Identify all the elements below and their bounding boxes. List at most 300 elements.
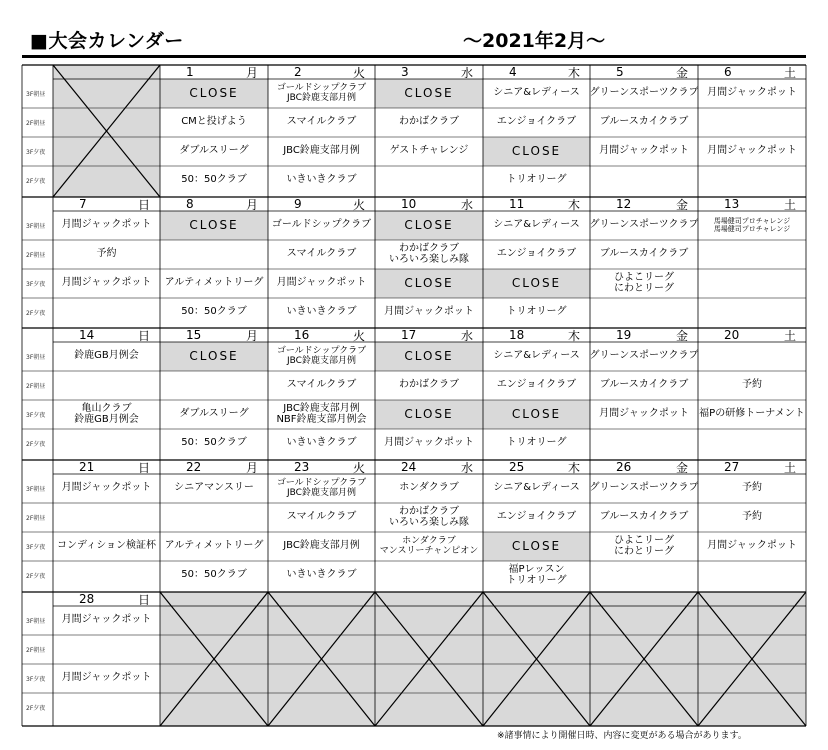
slot-label: 3F夕夜 bbox=[26, 544, 46, 551]
event-cell bbox=[483, 503, 590, 532]
event-text: NBF鈴鹿支部月例会 bbox=[276, 413, 367, 425]
event-cell bbox=[160, 240, 268, 269]
day-header bbox=[268, 197, 375, 211]
event-cell bbox=[483, 371, 590, 400]
day-number: 26 bbox=[616, 460, 632, 474]
slot-label: 3F朝昼 bbox=[26, 354, 46, 361]
event-text: 50：50クラブ bbox=[181, 437, 247, 449]
event-cell bbox=[268, 400, 375, 429]
event-text: 月間ジャックポット bbox=[599, 408, 689, 420]
day-of-week: 月 bbox=[245, 460, 258, 475]
event-cell bbox=[590, 79, 698, 108]
slot-label: 2F朝昼 bbox=[26, 647, 46, 654]
event-text: エンジョイクラブ bbox=[496, 511, 577, 523]
slot-label: 3F朝昼 bbox=[26, 91, 46, 98]
crossed-cell bbox=[53, 65, 160, 197]
day-header bbox=[160, 197, 268, 211]
day-of-week: 土 bbox=[783, 460, 796, 475]
event-cell bbox=[268, 342, 375, 371]
event-text: 50：50クラブ bbox=[181, 569, 247, 581]
event-cell bbox=[698, 298, 806, 327]
event-cell bbox=[160, 400, 268, 429]
event-text: ひよこリーグ bbox=[614, 535, 674, 546]
event-cell bbox=[590, 532, 698, 561]
event-cell bbox=[53, 532, 160, 561]
event-cell bbox=[160, 269, 268, 298]
event-cell bbox=[268, 298, 375, 327]
event-cell bbox=[160, 298, 268, 327]
event-cell bbox=[698, 108, 806, 137]
event-cell bbox=[53, 664, 160, 693]
event-cell bbox=[698, 532, 806, 561]
event-cell bbox=[698, 166, 806, 195]
day-number: 19 bbox=[616, 328, 632, 342]
event-cell bbox=[268, 137, 375, 166]
day-of-week: 土 bbox=[783, 328, 796, 343]
event-cell bbox=[160, 429, 268, 458]
cross-lines bbox=[698, 592, 806, 726]
event-text: 馬場健司プロチャレンジ bbox=[713, 217, 791, 226]
day-header bbox=[698, 328, 806, 342]
day-number: 16 bbox=[294, 328, 310, 342]
event-text: グリーンスポーツクラブ bbox=[590, 87, 698, 99]
event-text: シニアマンスリー bbox=[174, 482, 254, 494]
day-of-week: 木 bbox=[567, 197, 580, 212]
day-number: 15 bbox=[186, 328, 202, 342]
event-text: コンディション検証杯 bbox=[57, 540, 156, 552]
event-text: トリオリーグ bbox=[506, 437, 567, 449]
event-text: 予約 bbox=[742, 379, 762, 391]
event-cell bbox=[698, 79, 806, 108]
event-cell bbox=[375, 79, 483, 108]
event-cell bbox=[483, 298, 590, 327]
day-header bbox=[268, 65, 375, 79]
event-text: ホンダクラブ bbox=[402, 536, 456, 547]
event-cell bbox=[483, 561, 590, 590]
event-text: CLOSE bbox=[511, 407, 562, 422]
event-text: CLOSE bbox=[511, 539, 562, 554]
event-cell bbox=[375, 211, 483, 240]
event-cell bbox=[160, 211, 268, 240]
event-cell bbox=[483, 79, 590, 108]
event-cell bbox=[375, 429, 483, 458]
event-text: ブルースカイクラブ bbox=[599, 511, 689, 523]
event-text: ゴールドシップクラブ bbox=[276, 83, 367, 94]
event-cell bbox=[483, 429, 590, 458]
day-of-week: 月 bbox=[245, 328, 258, 343]
event-text: 福Pレッスン bbox=[508, 564, 565, 575]
event-text: CLOSE bbox=[404, 349, 454, 364]
event-cell bbox=[268, 474, 375, 503]
event-cell bbox=[375, 298, 483, 327]
event-cell bbox=[53, 561, 160, 590]
day-number: 2 bbox=[294, 65, 302, 79]
event-cell bbox=[160, 561, 268, 590]
day-number: 3 bbox=[401, 65, 409, 79]
event-cell bbox=[590, 211, 698, 240]
day-header bbox=[375, 65, 483, 79]
day-of-week: 水 bbox=[460, 65, 473, 80]
slot-label: 3F夕夜 bbox=[26, 281, 46, 288]
crossed-cell bbox=[483, 592, 590, 726]
day-header bbox=[590, 65, 698, 79]
day-number: 28 bbox=[79, 592, 95, 606]
event-cell bbox=[268, 240, 375, 269]
slot-label: 2F夕夜 bbox=[26, 310, 46, 317]
event-cell bbox=[698, 561, 806, 590]
day-number: 10 bbox=[401, 197, 417, 211]
cross-lines bbox=[160, 592, 268, 726]
day-of-week: 火 bbox=[352, 65, 365, 80]
event-text: ゴールドシップクラブ bbox=[276, 478, 367, 489]
day-header bbox=[375, 328, 483, 342]
event-cell bbox=[268, 211, 375, 240]
event-cell bbox=[483, 240, 590, 269]
event-cell bbox=[268, 269, 375, 298]
event-cell bbox=[698, 503, 806, 532]
event-cell bbox=[375, 240, 483, 269]
day-header bbox=[160, 328, 268, 342]
day-header bbox=[375, 460, 483, 474]
event-cell bbox=[375, 400, 483, 429]
event-text: ひよこリーグ bbox=[614, 272, 674, 283]
event-cell bbox=[375, 474, 483, 503]
event-cell bbox=[268, 429, 375, 458]
day-header bbox=[698, 197, 806, 211]
event-cell bbox=[160, 137, 268, 166]
day-number: 11 bbox=[509, 197, 525, 211]
crossed-cell bbox=[160, 592, 268, 726]
event-cell bbox=[160, 166, 268, 195]
event-text: グリーンスポーツクラブ bbox=[590, 350, 698, 362]
event-text: 月間ジャックポット bbox=[707, 540, 797, 552]
event-text: 月間ジャックポット bbox=[276, 277, 367, 289]
day-of-week: 木 bbox=[567, 460, 580, 475]
event-text: スマイルクラブ bbox=[286, 379, 357, 391]
event-text: CMと投げよう bbox=[181, 116, 247, 128]
day-of-week: 金 bbox=[675, 328, 688, 343]
event-cell bbox=[53, 503, 160, 532]
event-text: シニア&レディース bbox=[493, 87, 580, 99]
event-cell bbox=[590, 298, 698, 327]
event-cell bbox=[53, 371, 160, 400]
event-text: グリーンスポーツクラブ bbox=[590, 219, 698, 231]
event-text: JBC鈴鹿支部月例 bbox=[283, 403, 360, 414]
day-number: 7 bbox=[79, 197, 87, 211]
event-text: アルティメットリーグ bbox=[164, 540, 264, 552]
event-cell bbox=[590, 503, 698, 532]
event-text: トリオリーグ bbox=[506, 574, 567, 586]
event-cell bbox=[698, 211, 806, 240]
event-text: 月間ジャックポット bbox=[384, 437, 474, 449]
day-header bbox=[590, 197, 698, 211]
day-header bbox=[53, 328, 160, 342]
event-cell bbox=[483, 137, 590, 166]
event-text: 福Pの研修トーナメント bbox=[699, 408, 805, 420]
event-text: ダブルスリーグ bbox=[179, 145, 249, 157]
slot-label: 2F夕夜 bbox=[26, 178, 46, 185]
event-text: エンジョイクラブ bbox=[496, 116, 577, 128]
day-number: 9 bbox=[294, 197, 302, 211]
day-of-week: 金 bbox=[675, 65, 688, 80]
event-cell bbox=[698, 342, 806, 371]
event-text: わかばクラブ bbox=[399, 243, 459, 254]
event-cell bbox=[53, 429, 160, 458]
day-of-week: 金 bbox=[675, 460, 688, 475]
cross-lines bbox=[53, 65, 160, 197]
event-text: エンジョイクラブ bbox=[496, 248, 577, 260]
event-cell bbox=[53, 269, 160, 298]
day-header bbox=[160, 460, 268, 474]
slot-label: 3F朝昼 bbox=[26, 618, 46, 625]
event-text: トリオリーグ bbox=[506, 174, 567, 186]
day-of-week: 金 bbox=[675, 197, 688, 212]
footnote: ※諸事情により開催日時、内容に変更がある場合があります。 bbox=[497, 731, 747, 741]
event-text: にわとリーグ bbox=[614, 282, 674, 294]
event-text: 馬場健司プロチャレンジ bbox=[713, 224, 791, 233]
event-text: JBC鈴鹿支部月例 bbox=[283, 145, 360, 157]
event-cell bbox=[53, 400, 160, 429]
day-of-week: 日 bbox=[137, 328, 150, 343]
event-cell bbox=[590, 429, 698, 458]
event-text: 月間ジャックポット bbox=[707, 145, 797, 157]
event-cell bbox=[590, 240, 698, 269]
event-cell bbox=[268, 166, 375, 195]
event-text: JBC鈴鹿支部月例 bbox=[283, 540, 360, 552]
day-header bbox=[590, 328, 698, 342]
event-text: 亀山クラブ bbox=[81, 403, 132, 414]
event-text: グリーンスポーツクラブ bbox=[590, 482, 698, 494]
slot-label: 3F朝昼 bbox=[26, 486, 46, 493]
event-cell bbox=[698, 269, 806, 298]
event-cell bbox=[268, 371, 375, 400]
event-text: ブルースカイクラブ bbox=[599, 116, 689, 128]
event-cell bbox=[698, 429, 806, 458]
event-text: いろいろ楽しみ隊 bbox=[389, 253, 469, 265]
event-text: スマイルクラブ bbox=[286, 511, 357, 523]
event-cell bbox=[160, 474, 268, 503]
day-number: 23 bbox=[294, 460, 310, 474]
event-cell bbox=[53, 240, 160, 269]
slot-label: 2F夕夜 bbox=[26, 441, 46, 448]
event-cell bbox=[53, 211, 160, 240]
event-text: シニア&レディース bbox=[493, 350, 580, 362]
day-number: 18 bbox=[509, 328, 525, 342]
event-cell bbox=[590, 108, 698, 137]
event-cell bbox=[268, 108, 375, 137]
event-cell bbox=[590, 166, 698, 195]
event-text: 月間ジャックポット bbox=[61, 614, 152, 626]
event-cell bbox=[375, 137, 483, 166]
event-cell bbox=[53, 474, 160, 503]
day-of-week: 木 bbox=[567, 328, 580, 343]
day-of-week: 火 bbox=[352, 197, 365, 212]
day-of-week: 水 bbox=[460, 328, 473, 343]
event-text: 50：50クラブ bbox=[181, 174, 247, 186]
day-header bbox=[53, 460, 160, 474]
event-cell bbox=[590, 269, 698, 298]
day-number: 14 bbox=[79, 328, 95, 342]
event-text: トリオリーグ bbox=[506, 306, 567, 318]
event-text: CLOSE bbox=[404, 218, 454, 233]
day-number: 27 bbox=[724, 460, 740, 474]
event-cell bbox=[590, 137, 698, 166]
event-cell bbox=[375, 503, 483, 532]
day-header bbox=[483, 197, 590, 211]
day-number: 5 bbox=[616, 65, 624, 79]
event-cell bbox=[590, 561, 698, 590]
event-cell bbox=[160, 503, 268, 532]
event-cell bbox=[375, 561, 483, 590]
event-text: CLOSE bbox=[189, 218, 239, 233]
day-header bbox=[698, 65, 806, 79]
event-cell bbox=[160, 371, 268, 400]
event-cell bbox=[483, 166, 590, 195]
event-cell bbox=[160, 79, 268, 108]
event-cell bbox=[483, 342, 590, 371]
event-text: 月間ジャックポット bbox=[61, 672, 152, 684]
day-number: 12 bbox=[616, 197, 632, 211]
day-header bbox=[53, 197, 160, 211]
event-text: CLOSE bbox=[511, 144, 562, 159]
slot-label: 3F夕夜 bbox=[26, 412, 46, 419]
event-text: 月間ジャックポット bbox=[61, 219, 152, 231]
day-header bbox=[483, 328, 590, 342]
day-header bbox=[590, 460, 698, 474]
day-number: 13 bbox=[724, 197, 740, 211]
day-of-week: 木 bbox=[567, 65, 580, 80]
crossed-cell bbox=[698, 592, 806, 726]
slot-label: 2F朝昼 bbox=[26, 252, 46, 259]
event-cell bbox=[483, 400, 590, 429]
slot-label: 2F朝昼 bbox=[26, 515, 46, 522]
event-text: 50：50クラブ bbox=[181, 306, 247, 318]
day-of-week: 火 bbox=[352, 328, 365, 343]
cross-lines bbox=[590, 592, 698, 726]
event-cell bbox=[268, 561, 375, 590]
crossed-cell bbox=[375, 592, 483, 726]
event-text: エンジョイクラブ bbox=[496, 379, 577, 391]
day-header bbox=[483, 65, 590, 79]
event-cell bbox=[375, 342, 483, 371]
event-text: JBC鈴鹿支部月例 bbox=[287, 355, 356, 366]
event-text: ダブルスリーグ bbox=[179, 408, 249, 420]
event-cell bbox=[698, 240, 806, 269]
event-text: CLOSE bbox=[189, 86, 239, 101]
slot-label: 2F朝昼 bbox=[26, 120, 46, 127]
event-cell bbox=[483, 269, 590, 298]
crossed-cell bbox=[268, 592, 375, 726]
day-of-week: 水 bbox=[460, 460, 473, 475]
event-text: 月間ジャックポット bbox=[61, 277, 152, 289]
day-number: 17 bbox=[401, 328, 417, 342]
event-text: 月間ジャックポット bbox=[707, 87, 797, 99]
day-number: 6 bbox=[724, 65, 732, 79]
day-of-week: 土 bbox=[783, 197, 796, 212]
event-text: JBC鈴鹿支部月例 bbox=[287, 92, 356, 103]
event-text: CLOSE bbox=[404, 276, 454, 291]
event-text: マンスリーチャンピオン bbox=[379, 545, 479, 556]
event-text: 予約 bbox=[742, 511, 762, 523]
day-of-week: 水 bbox=[460, 197, 473, 212]
event-cell bbox=[698, 137, 806, 166]
day-header bbox=[160, 65, 268, 79]
day-of-week: 土 bbox=[783, 65, 796, 80]
event-text: ゴールドシップクラブ bbox=[271, 219, 372, 231]
day-header bbox=[268, 460, 375, 474]
slot-label: 2F朝昼 bbox=[26, 383, 46, 390]
event-text: わかばクラブ bbox=[399, 379, 459, 391]
event-text: シニア&レディース bbox=[493, 482, 580, 494]
event-text: 予約 bbox=[742, 482, 762, 494]
event-cell bbox=[590, 342, 698, 371]
event-cell bbox=[375, 166, 483, 195]
day-number: 25 bbox=[509, 460, 525, 474]
event-text: いろいろ楽しみ隊 bbox=[389, 516, 469, 528]
event-text: ブルースカイクラブ bbox=[599, 379, 689, 391]
day-header bbox=[698, 460, 806, 474]
event-text: ゴールドシップクラブ bbox=[276, 346, 367, 357]
day-header bbox=[483, 460, 590, 474]
slot-label: 3F夕夜 bbox=[26, 676, 46, 683]
event-cell bbox=[268, 79, 375, 108]
month-title: 〜2021年2月〜 bbox=[463, 30, 606, 52]
event-cell bbox=[375, 269, 483, 298]
event-cell bbox=[268, 532, 375, 561]
event-cell bbox=[375, 371, 483, 400]
event-text: CLOSE bbox=[189, 349, 239, 364]
event-text: CLOSE bbox=[511, 276, 562, 291]
event-text: スマイルクラブ bbox=[286, 116, 357, 128]
event-text: CLOSE bbox=[404, 407, 454, 422]
event-cell bbox=[53, 635, 160, 664]
event-cell bbox=[483, 532, 590, 561]
event-cell bbox=[590, 371, 698, 400]
event-text: いきいきクラブ bbox=[286, 306, 357, 318]
event-text: 月間ジャックポット bbox=[384, 306, 474, 318]
event-text: 予約 bbox=[96, 248, 117, 260]
event-text: ゲストチャレンジ bbox=[389, 145, 469, 157]
day-number: 4 bbox=[509, 65, 517, 79]
cross-lines bbox=[268, 592, 375, 726]
day-number: 22 bbox=[186, 460, 202, 474]
event-cell bbox=[698, 371, 806, 400]
event-cell bbox=[375, 532, 483, 561]
event-text: わかばクラブ bbox=[399, 116, 459, 128]
cross-lines bbox=[483, 592, 590, 726]
event-cell bbox=[53, 693, 160, 722]
day-number: 21 bbox=[79, 460, 95, 474]
event-text: スマイルクラブ bbox=[286, 248, 357, 260]
event-cell bbox=[483, 474, 590, 503]
slot-label: 2F夕夜 bbox=[26, 573, 46, 580]
event-text: 鈴鹿GB月例会 bbox=[74, 350, 139, 362]
day-of-week: 日 bbox=[137, 592, 150, 607]
day-header bbox=[375, 197, 483, 211]
event-text: いきいきクラブ bbox=[286, 569, 357, 581]
event-text: JBC鈴鹿支部月例 bbox=[287, 487, 356, 498]
event-text: ブルースカイクラブ bbox=[599, 248, 689, 260]
event-cell bbox=[53, 606, 160, 635]
event-text: いきいきクラブ bbox=[286, 174, 357, 186]
event-text: アルティメットリーグ bbox=[164, 277, 264, 289]
day-header bbox=[53, 592, 160, 606]
event-cell bbox=[483, 108, 590, 137]
day-number: 24 bbox=[401, 460, 417, 474]
event-cell bbox=[53, 342, 160, 371]
event-cell bbox=[160, 342, 268, 371]
day-of-week: 日 bbox=[137, 197, 150, 212]
